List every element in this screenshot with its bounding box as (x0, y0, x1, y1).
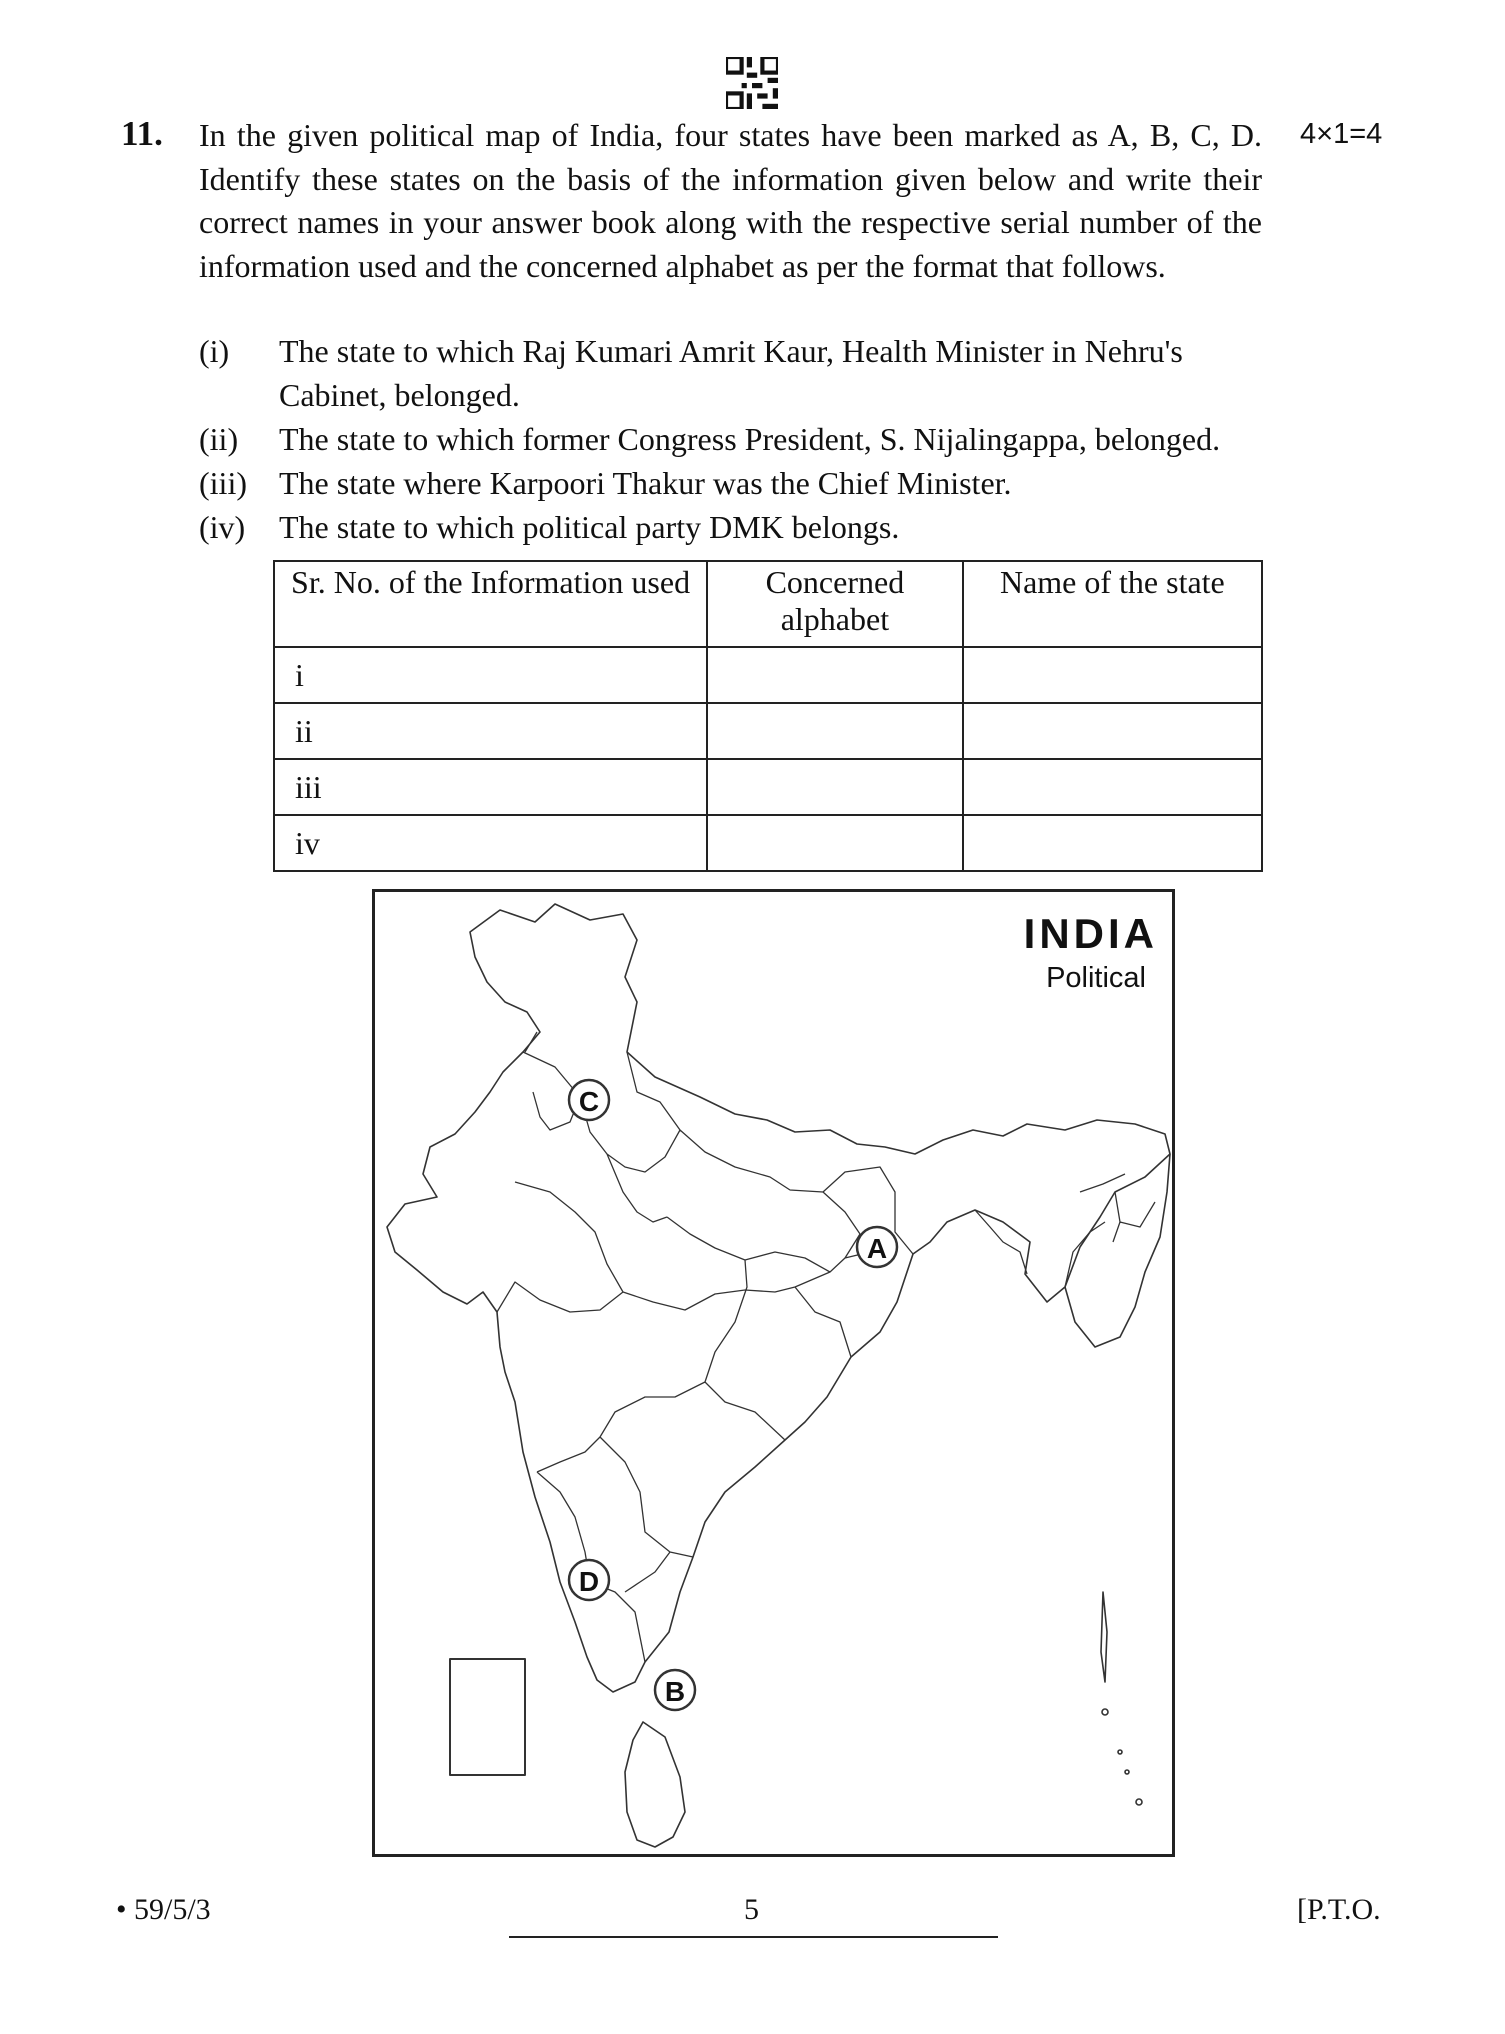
marker-a (857, 1227, 897, 1267)
marker-c (569, 1080, 609, 1120)
marker-b (655, 1670, 695, 1710)
andaman-islands (1101, 1592, 1107, 1682)
info-item-text: The state to which political party DMK belongs. (279, 509, 900, 545)
table-cell: ii (274, 703, 707, 759)
question-number: 11. (121, 114, 163, 153)
info-item-4 (199, 506, 1264, 550)
map-title: INDIA (1023, 910, 1158, 957)
marker-d (569, 1560, 609, 1600)
paper-code: • 59/5/3 (116, 1893, 211, 1926)
info-item-1 (199, 330, 1264, 417)
answer-format-table (273, 560, 1263, 872)
table-cell (707, 759, 963, 815)
island-dot (1125, 1770, 1129, 1774)
table-row (274, 703, 1262, 759)
question-marks: 4×1=4 (1300, 118, 1383, 150)
info-item-2 (199, 418, 1264, 462)
india-political-map (372, 889, 1175, 1857)
map-subtitle: Political (1046, 962, 1146, 994)
info-item-number: (iii) (199, 465, 247, 501)
island-dot (1118, 1750, 1122, 1754)
column-header-alphabet: Concerned alphabet (707, 561, 963, 647)
table-row (274, 815, 1262, 871)
inset-box (450, 1659, 525, 1775)
qr-code-icon (726, 57, 778, 109)
footer-divider (509, 1936, 998, 1938)
table-row (274, 647, 1262, 703)
info-item-text: The state where Karpoori Thakur was the Chief Minister. (279, 465, 1012, 501)
info-item-number: (i) (199, 333, 230, 369)
india-boundary (387, 904, 1170, 1692)
table-cell (707, 703, 963, 759)
column-header-serial: Sr. No. of the Information used (274, 561, 707, 647)
column-header-state: Name of the state (963, 561, 1262, 647)
info-item-text: The state to which former Congress President, S. Nijalingappa, belonged. (279, 421, 1221, 457)
table-cell (707, 647, 963, 703)
info-item-number: (iv) (199, 509, 246, 545)
northeast-boundary (1065, 1154, 1170, 1347)
table-cell (963, 759, 1262, 815)
table-cell (963, 647, 1262, 703)
table-cell (963, 815, 1262, 871)
table-header-row (274, 561, 1262, 647)
table-cell (963, 703, 1262, 759)
table-cell (707, 815, 963, 871)
india-outline-map (375, 892, 1172, 1854)
island-dot (1102, 1709, 1108, 1715)
marker-c-letter: C (578, 1086, 600, 1117)
table-cell: i (274, 647, 707, 703)
table-cell: iv (274, 815, 707, 871)
island-dot (1136, 1799, 1142, 1805)
info-item-3 (199, 462, 1264, 506)
table-row (274, 759, 1262, 815)
sri-lanka-outline (625, 1722, 685, 1847)
info-item-text: The state to which Raj Kumari Amrit Kaur, Health Minister in Nehru's Cabinet, belonged. (279, 333, 1183, 413)
marker-a-letter: A (866, 1233, 888, 1264)
table-cell: iii (274, 759, 707, 815)
question-stem: In the given political map of India, four states have been marked as A, B, C, D. Identify these states on the basis of the information given below and write their correct names in your answer book along with the respective serial number of the information used and the concerned alphabet as per the format that follows. (199, 117, 1262, 284)
info-item-number: (ii) (199, 421, 239, 457)
page-number: 5 (744, 1893, 759, 1926)
marker-d-letter: D (578, 1566, 600, 1597)
marker-b-letter: B (664, 1676, 686, 1707)
pto-note: [P.T.O. (1297, 1893, 1381, 1926)
